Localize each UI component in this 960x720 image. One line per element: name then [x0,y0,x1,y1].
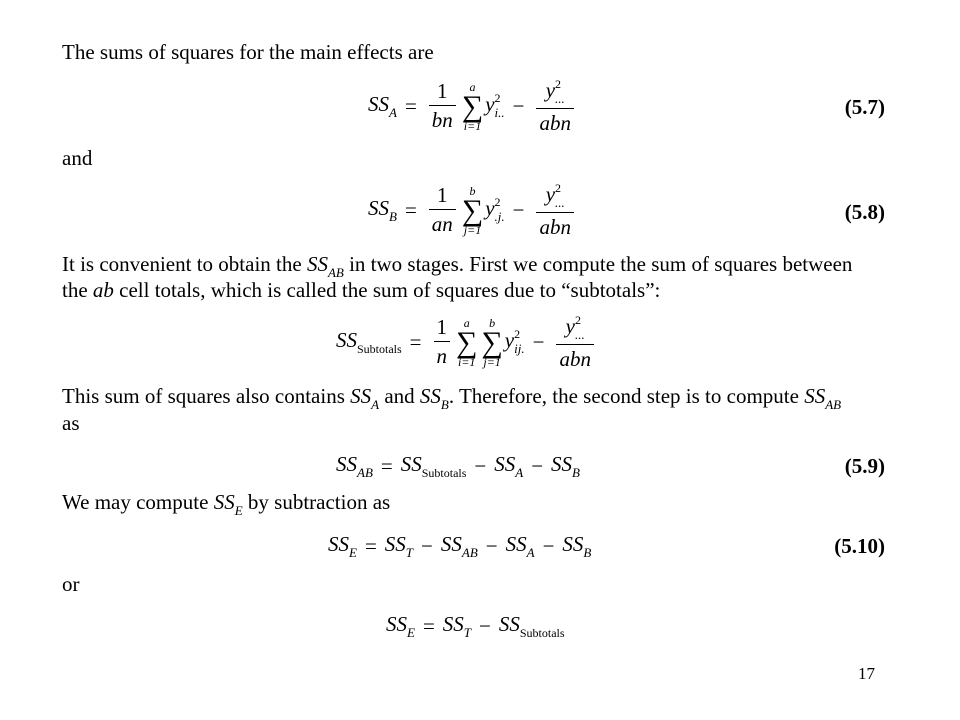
equation-sse-full: $SS_E$ = $SS_T$ − $SS_{AB}$ − $SS_A$ − $SS_B$ [328,532,592,560]
equation-ssb: $SS_B$ = $\frac{1}{an}$ b ∑ j=1 $y^2_{.j.}$ − $\frac{y^2_{...}}{\text{abn}}$ [368,182,578,238]
paragraph-main-effects: The sums of squares for the main effects are [62,40,434,64]
equation-number-5-10: (5.10) [834,534,885,558]
equation-sse-subtotals: $SS_E$ = $SS_T$ − $SS_{Subtotals}$ [386,612,565,640]
equation-number-5-9: (5.9) [844,454,885,478]
paragraph-two-stages-line1: It is convenient to obtain the $SS_{AB}$ in two stages. First we compute the sum of squares between [62,252,853,280]
paragraph-contains-line2: as [62,411,80,435]
paragraph-subtraction: We may compute $SS_E$ by subtraction as [62,490,391,518]
page-number: 17 [858,664,875,683]
paragraph-two-stages-line2: the ab cell totals, which is called the sum of squares due to “subtotals”: [62,278,661,302]
equation-number-5-7: (5.7) [844,95,885,119]
equation-number-5-8: (5.8) [844,200,885,224]
paragraph-contains-line1: This sum of squares also contains $SS_A$ and $SS_B$. Therefore, the second step is to compute $SS_{AB}$ [62,384,842,412]
equation-ssa: $SS_A$ = $\frac{1}{bn}$ a ∑ i=1 $y^2_{i..}$ − $\frac{y^2_{...}}{\text{abn}}$ [368,78,578,134]
paragraph-or: or [62,572,80,596]
equation-ss-subtotals: $SS_{Subtotals}$ = $\frac{1}{n}$ a ∑ i=1 b ∑ j=1 $y^2_{ij.}$ − $\frac{y^2_{...}}{\text{abn}}$ [336,314,598,370]
equation-ssab: $SS_{AB}$ = $SS_{Subtotals}$ − $SS_A$ − $SS_B$ [336,452,580,480]
paragraph-and: and [62,146,93,170]
